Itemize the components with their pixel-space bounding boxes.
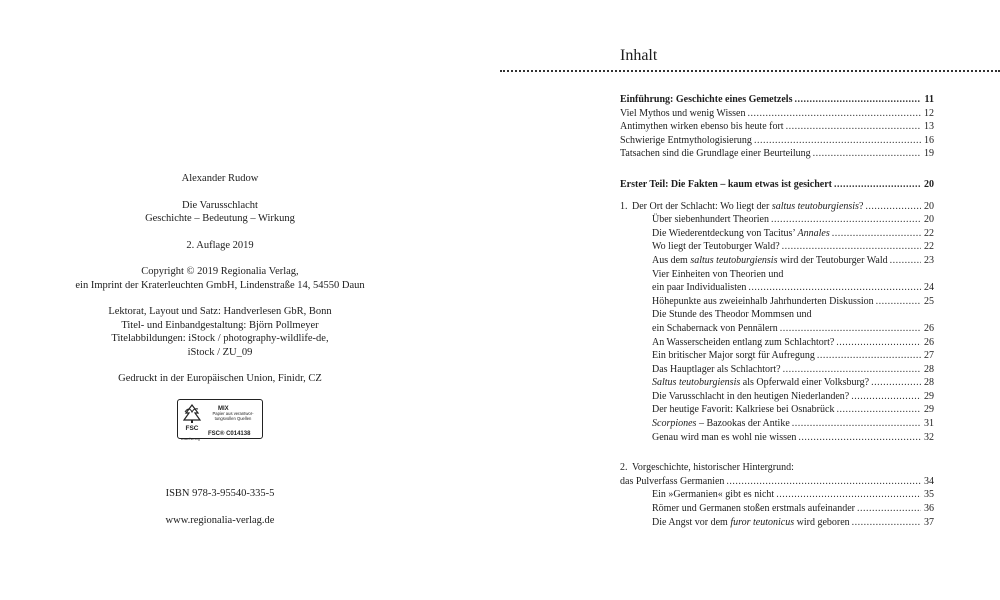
toc-entry[interactable]: ein paar Individualisten ..... 24	[620, 281, 934, 295]
credit-editing: Lektorat, Layout und Satz: Handverlesen GbR, Bonn	[108, 306, 332, 317]
toc-dotted-rule	[500, 70, 1000, 72]
author: Alexander Rudow	[181, 173, 259, 184]
toc-entry[interactable]: Saltus teutoburgiensis als Opferwald einer Volksburg? ..... 28	[620, 376, 934, 390]
toc-entry[interactable]: Das Hauptlager als Schlachtort? ..... 28	[620, 363, 934, 377]
edition: 2. Auflage 2019	[186, 239, 254, 251]
toc-entry[interactable]: Die Varusschlacht in den heutigen Niederlanden? ..... 29	[620, 390, 934, 404]
toc-entry[interactable]: Wo liegt der Teutoburger Wald? ..... 22	[620, 240, 934, 254]
toc-entry[interactable]: Genau wird man es wohl nie wissen ..... 32	[620, 431, 934, 445]
toc-entry[interactable]: Ein britischer Major sorgt für Aufregung ..... 27	[620, 349, 934, 363]
copyright-line: Copyright © 2019 Regionalia Verlag,	[141, 266, 299, 277]
toc-entry[interactable]: Über siebenhundert Theorien ..... 20	[620, 213, 934, 227]
toc-entry[interactable]: das Pulverfass Germanien ..... 34	[620, 475, 934, 489]
toc-entry[interactable]: Vier Einheiten von Theorien und	[652, 268, 784, 280]
publisher-website: www.regionalia-verlag.de	[165, 514, 275, 526]
toc-entry[interactable]: Antimythen wirken ebenso bis heute fort ..... 13	[620, 120, 934, 134]
toc-list	[620, 93, 934, 529]
isbn-block	[60, 487, 380, 540]
toc-entry[interactable]: Römer und Germanen stoßen erstmals aufeinander ..... 36	[620, 502, 934, 516]
toc-page	[500, 0, 1000, 600]
toc-entry-chapter-1[interactable]: 1. Der Ort der Schlacht: Wo liegt der saltus teutoburgiensis? ..... 20	[620, 200, 934, 214]
fsc-claim: Papier aus verantwor-tungsvollen Quellen	[212, 410, 254, 421]
fsc-logo-text: FSC	[185, 424, 199, 432]
fsc-label	[177, 399, 263, 439]
toc-entry[interactable]: Höhepunkte aus zweieinhalb Jahrhunderten Diskussion ..... 25	[620, 295, 934, 309]
imprint-block	[60, 172, 380, 439]
toc-entry[interactable]: Viel Mythos und wenig Wissen ..... 12	[620, 107, 934, 121]
fsc-web: www.fsc.org	[181, 436, 200, 441]
fsc-mix: MIX	[218, 405, 229, 412]
toc-entry[interactable]: Die Wiederentdeckung von Tacitus’ Annales ..... 22	[620, 227, 934, 241]
book-subtitle: Geschichte – Bedeutung – Wirkung	[145, 213, 295, 224]
toc-entry[interactable]: Schwierige Entmythologisierung ..... 16	[620, 134, 934, 148]
toc-entry-part-1[interactable]: Erster Teil: Die Fakten – kaum etwas ist gesichert ..... 20	[620, 178, 934, 192]
toc-entry[interactable]: Ein »Germanien« gibt es nicht ..... 35	[620, 488, 934, 502]
publisher-address: ein Imprint der Kraterleuchten GmbH, Lindenstraße 14, 54550 Daun	[75, 279, 365, 291]
fsc-code: FSC® C014138	[208, 430, 251, 437]
toc-entry[interactable]: Die Angst vor dem furor teutonicus wird geboren ..... 37	[620, 516, 934, 530]
credit-cover-images-2: iStock / ZU_09	[187, 346, 253, 358]
toc-entry[interactable]: Aus dem saltus teutoburgiensis wird der Teutoburger Wald ..... 23	[620, 254, 934, 268]
book-title: Die Varusschlacht	[182, 199, 258, 211]
toc-entry[interactable]: Der heutige Favorit: Kalkriese bei Osnabrück ..... 29	[620, 403, 934, 417]
toc-entry[interactable]: Tatsachen sind die Grundlage einer Beurteilung ..... 19	[620, 147, 934, 161]
printed-in: Gedruckt in der Europäischen Union, Finidr, CZ	[118, 373, 322, 384]
toc-entry[interactable]: Scorpiones – Bazookas der Antike ..... 31	[620, 417, 934, 431]
isbn: ISBN 978-3-95540-335-5	[165, 488, 275, 499]
fsc-tree-icon	[181, 403, 203, 433]
toc-entry-intro[interactable]: Einführung: Geschichte eines Gemetzels ..... 11	[620, 93, 934, 107]
credit-cover-design: Titel- und Einbandgestaltung: Björn Pollmeyer	[121, 319, 319, 331]
toc-entry[interactable]: ein Schabernack von Pennälern ..... 26	[620, 322, 934, 336]
credit-cover-images: Titelabbildungen: iStock / photography-wildlife-de,	[111, 333, 329, 344]
toc-entry-chapter-2[interactable]: 2. Vorgeschichte, historischer Hintergrund:	[620, 462, 794, 474]
toc-entry[interactable]: An Wasserscheiden entlang zum Schlachtort? ..... 26	[620, 336, 934, 350]
toc-heading: Inhalt	[620, 47, 658, 64]
toc-entry[interactable]: Die Stunde des Theodor Mommsen und	[652, 309, 812, 321]
